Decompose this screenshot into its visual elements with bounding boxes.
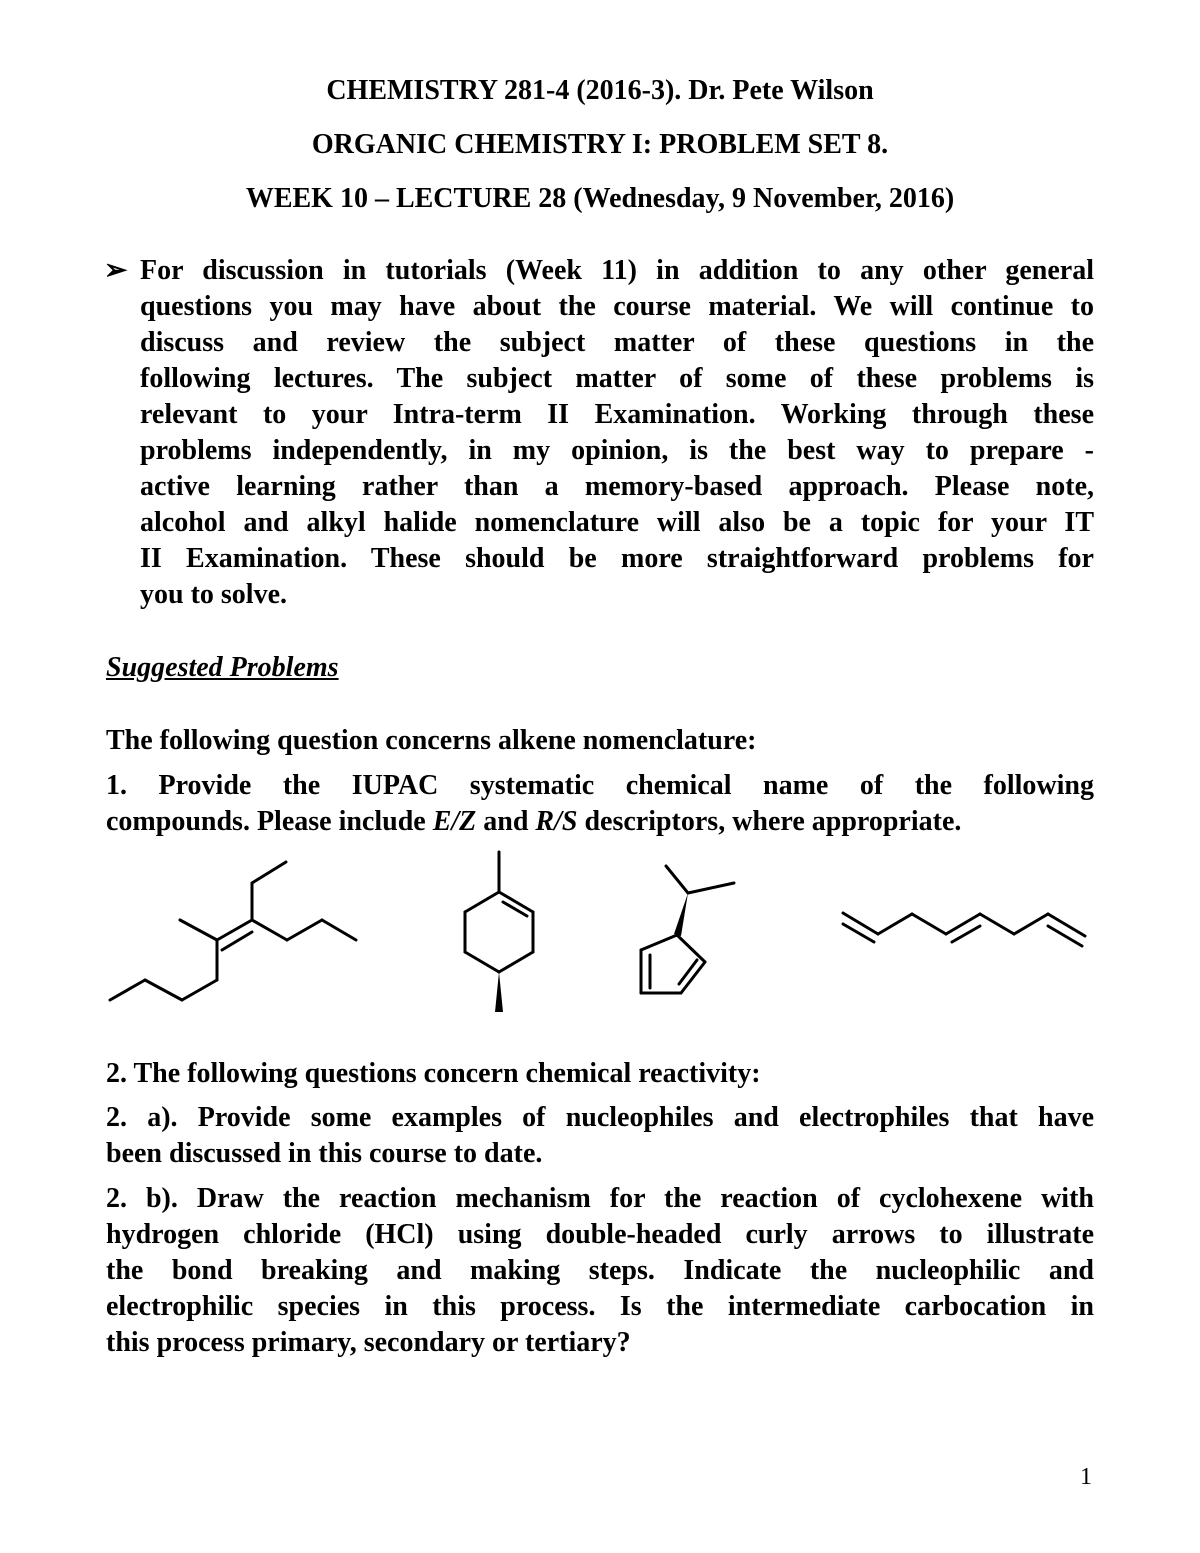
problem-set-title: ORGANIC CHEMISTRY I: PROBLEM SET 8. xyxy=(311,129,889,160)
rs-descriptor: R/S xyxy=(535,806,578,837)
wedge-bond xyxy=(674,893,688,936)
suggested-problems-heading: Suggested Problems xyxy=(106,652,339,683)
q1-line: 1. Provide the IUPAC systematic chemical name of the following xyxy=(106,770,1094,801)
q2a-line: 2. a). Provide some examples of nucleophiles and electrophiles that have xyxy=(106,1102,1094,1133)
ring-bond xyxy=(465,892,499,912)
page-number: 1 xyxy=(1080,1464,1092,1490)
intro-line: following lectures. The subject matter of some of these problems is xyxy=(140,363,1094,394)
intro-line: problems independently, in my opinion, is the best way to prepare - xyxy=(140,435,1094,466)
double-bond-inner xyxy=(843,924,874,942)
double-bond-outer xyxy=(946,914,980,934)
chemical-structures xyxy=(0,840,1200,1030)
bond xyxy=(182,980,217,1000)
intro-line: discuss and review the subject matter of these questions in the xyxy=(140,327,1094,358)
q2a-line: been discussed in this course to date. xyxy=(106,1138,543,1169)
ring-double-bond-inner xyxy=(679,960,697,984)
intro-line: you to solve. xyxy=(140,579,287,610)
course-title: CHEMISTRY 281-4 (2016-3). Dr. Pete Wilson xyxy=(326,75,874,106)
bond xyxy=(688,883,734,893)
ring-bond xyxy=(499,952,533,972)
q1-line2 xyxy=(106,804,1094,840)
bond xyxy=(878,914,912,934)
ring-bond xyxy=(677,935,705,962)
q1-line2-and: and xyxy=(476,806,536,837)
q2b-line: electrophilic species in this process. Is the intermediate carbocation in xyxy=(106,1291,1094,1322)
double-bond-outer xyxy=(217,920,252,940)
bond xyxy=(180,920,217,940)
q2a-text xyxy=(106,1100,1094,1172)
bond xyxy=(145,980,182,1000)
bond xyxy=(912,914,946,934)
q1-line2-pre: compounds. Please include xyxy=(106,806,433,837)
ring-double-bond-inner xyxy=(503,902,527,916)
q2-intro: 2. The following questions concern chemical reactivity: xyxy=(106,1058,761,1089)
compound-4-structure xyxy=(843,913,1085,946)
bond xyxy=(287,920,322,940)
intro-line: II Examination. These should be more straightforward problems for xyxy=(140,543,1094,574)
intro-line: For discussion in tutorials (Week 11) in addition to any other general xyxy=(140,255,1094,286)
bond xyxy=(1014,914,1048,934)
intro-line: questions you may have about the course material. We will continue to xyxy=(140,291,1094,322)
q1-intro: The following question concerns alkene nomenclature: xyxy=(106,725,757,756)
compound-1-structure xyxy=(110,862,356,1000)
bond xyxy=(110,980,145,1000)
bond xyxy=(252,862,286,883)
double-bond-outer xyxy=(843,913,878,934)
ring-bond xyxy=(641,935,677,950)
bond xyxy=(252,920,287,940)
q2b-line: this process primary, secondary or tertiary? xyxy=(106,1327,631,1358)
q2b-line: 2. b). Draw the reaction mechanism for the reaction of cyclohexene with xyxy=(106,1183,1094,1214)
intro-paragraph xyxy=(140,253,1094,613)
bullet-arrow-icon: ➢ xyxy=(104,255,128,286)
bond xyxy=(322,920,356,940)
compound-3-structure xyxy=(641,866,734,993)
q2b-text xyxy=(106,1181,1094,1361)
q2b-line: hydrogen chloride (HCl) using double-headed curly arrows to illustrate xyxy=(106,1219,1094,1250)
q1-text xyxy=(106,768,1094,840)
intro-line: relevant to your Intra-term II Examination. Working through these xyxy=(140,399,1094,430)
double-bond-outer xyxy=(1048,914,1085,936)
bond xyxy=(666,866,688,893)
q1-line2-post: descriptors, where appropriate. xyxy=(577,806,962,837)
compound-2-structure xyxy=(465,852,533,1012)
lecture-date-line: WEEK 10 – LECTURE 28 (Wednesday, 9 November, 2016) xyxy=(245,183,955,214)
intro-line: alcohol and alkyl halide nomenclature will also be a topic for your IT xyxy=(140,507,1094,538)
bond xyxy=(980,914,1014,934)
wedge-bond xyxy=(495,972,503,1012)
ez-descriptor: E/Z xyxy=(432,806,477,837)
double-bond-inner xyxy=(1048,926,1082,946)
q2b-line: the bond breaking and making steps. Indicate the nucleophilic and xyxy=(106,1255,1094,1286)
intro-line: active learning rather than a memory-based approach. Please note, xyxy=(140,471,1094,502)
ring-bond xyxy=(465,952,499,972)
